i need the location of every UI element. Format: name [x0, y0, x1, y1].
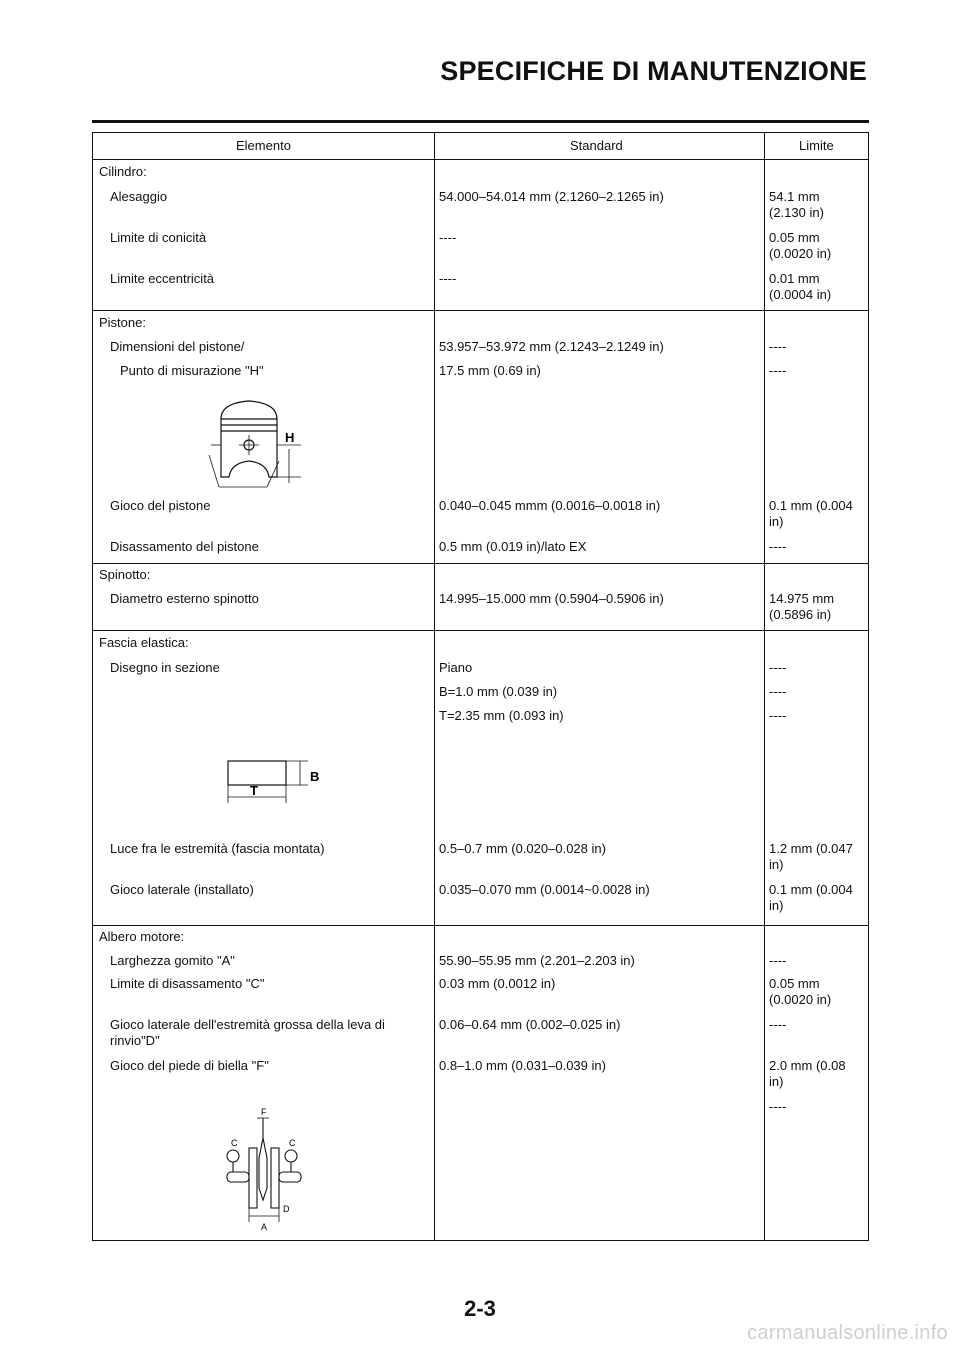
row-limit: ---- [769, 684, 787, 699]
row-limit-cont: (2.130 in) [769, 205, 824, 220]
label-c-right: C [289, 1138, 296, 1148]
row-limit-cont: in) [769, 514, 784, 529]
row-limit: 0.05 mm [769, 976, 820, 991]
row-limit: 0.1 mm (0.004 [769, 498, 853, 513]
row-standard: ---- [439, 230, 457, 245]
row-label: Limite di conicità [110, 230, 207, 245]
watermark: carmanualsonline.info [747, 1322, 948, 1344]
label-a: A [261, 1222, 268, 1232]
section-albero [93, 926, 868, 1240]
row-label: Luce fra le estremità (fascia montata) [110, 841, 325, 856]
row-limit: 0.05 mm [769, 230, 820, 245]
piston-crown [221, 401, 277, 419]
row-limit-cont: in) [769, 857, 784, 872]
table-header [93, 133, 868, 160]
row-limit: ---- [769, 953, 787, 968]
row-standard: 55.90–55.95 mm (2.201–2.203 in) [439, 953, 635, 968]
row-limit: 54.1 mm [769, 189, 820, 204]
ring-section-diagram [218, 751, 338, 815]
crank-web-left [249, 1148, 257, 1208]
row-label: Gioco del piede di biella "F" [110, 1058, 269, 1073]
page-number: 2-3 [464, 1296, 496, 1321]
row-label: Limite eccentricità [110, 271, 215, 286]
row-standard: 54.000–54.014 mm (2.1260–2.1265 in) [439, 189, 664, 204]
title-rule [92, 120, 869, 123]
header-limite: Limite [799, 138, 834, 153]
row-label: Disassamento del pistone [110, 539, 259, 554]
row-limit: 14.975 mm [769, 591, 835, 606]
row-limit: ---- [769, 1017, 787, 1032]
spec-table [92, 132, 869, 1241]
header-standard: Standard [570, 138, 623, 153]
label-c-left: C [231, 1138, 238, 1148]
header-elemento: Elemento [236, 138, 291, 153]
row-standard: 14.995–15.000 mm (0.5904–0.5906 in) [439, 591, 664, 606]
label-h: H [285, 430, 295, 445]
row-standard: 0.8–1.0 mm (0.031–0.039 in) [439, 1058, 606, 1073]
connecting-rod [259, 1118, 267, 1200]
label-d: D [283, 1204, 290, 1214]
row-limit: 1.2 mm (0.047 [769, 841, 853, 856]
section-title: Pistone: [99, 315, 146, 330]
row-limit: ---- [769, 1099, 787, 1114]
row-standard: 0.040–0.045 mmm (0.0016–0.0018 in) [439, 498, 661, 513]
row-standard: 53.957–53.972 mm (2.1243–2.1249 in) [439, 339, 664, 354]
row-limit: ---- [769, 539, 787, 554]
row-standard: 0.5 mm (0.019 in)/lato EX [439, 539, 587, 554]
row-label: Larghezza gomito "A" [110, 953, 235, 968]
section-spinotto [93, 564, 868, 631]
row-label: Limite di disassamento "C" [110, 976, 265, 991]
row-limit-cont: (0.5896 in) [769, 607, 832, 622]
label-t: T [250, 783, 258, 798]
page-title: SPECIFICHE DI MANUTENZIONE [440, 56, 867, 86]
row-limit-cont: (0.0020 in) [769, 246, 832, 261]
row-limit: ---- [769, 339, 787, 354]
row-label-cont: rinvio"D" [110, 1033, 160, 1048]
row-limit-cont: in) [769, 898, 784, 913]
row-limit-cont: (0.0004 in) [769, 287, 832, 302]
ring-section [228, 761, 286, 785]
row-label: Alesaggio [110, 189, 168, 204]
row-limit-cont: in) [769, 1074, 784, 1089]
row-standard: ---- [439, 271, 457, 286]
row-standard: 0.035–0.070 mm (0.0014~0.0028 in) [439, 882, 650, 897]
row-standard: Piano [439, 660, 473, 675]
crank-shaft-left [227, 1172, 249, 1182]
dial-gauge-left [227, 1150, 239, 1162]
row-standard: B=1.0 mm (0.039 in) [439, 684, 558, 699]
label-f: F [261, 1107, 267, 1117]
piston-diagram [201, 391, 311, 491]
section-fascia [93, 631, 868, 926]
row-limit: ---- [769, 363, 787, 378]
row-standard: 17.5 mm (0.69 in) [439, 363, 541, 378]
row-standard: 0.06–0.64 mm (0.002–0.025 in) [439, 1017, 621, 1032]
crank-shaft-right [279, 1172, 301, 1182]
section-title: Spinotto: [99, 567, 151, 582]
section-title: Cilindro: [99, 164, 147, 179]
section-title: Albero motore: [99, 929, 185, 944]
row-limit-cont: (0.0020 in) [769, 992, 832, 1007]
row-standard: 0.5–0.7 mm (0.020–0.028 in) [439, 841, 606, 856]
dial-gauge-right [285, 1150, 297, 1162]
row-label: Gioco laterale dell'estremità grossa della leva di [110, 1017, 385, 1032]
row-label: Gioco laterale (installato) [110, 882, 254, 897]
section-pistone [93, 311, 868, 564]
row-limit: ---- [769, 660, 787, 675]
row-label: Diametro esterno spinotto [110, 591, 259, 606]
row-standard: T=2.35 mm (0.093 in) [439, 708, 564, 723]
row-limit: 0.01 mm [769, 271, 820, 286]
section-title: Fascia elastica: [99, 635, 189, 650]
label-b: B [310, 769, 320, 784]
row-limit: ---- [769, 708, 787, 723]
row-label: Dimensioni del pistone/ [110, 339, 245, 354]
row-label: Punto di misurazione "H" [120, 363, 264, 378]
row-standard: 0.03 mm (0.0012 in) [439, 976, 556, 991]
crankshaft-diagram [219, 1104, 319, 1234]
crank-web-right [271, 1148, 279, 1208]
row-limit: 2.0 mm (0.08 [769, 1058, 846, 1073]
row-limit: 0.1 mm (0.004 [769, 882, 853, 897]
section-cilindro [93, 160, 868, 311]
row-label: Disegno in sezione [110, 660, 220, 675]
row-label: Gioco del pistone [110, 498, 211, 513]
